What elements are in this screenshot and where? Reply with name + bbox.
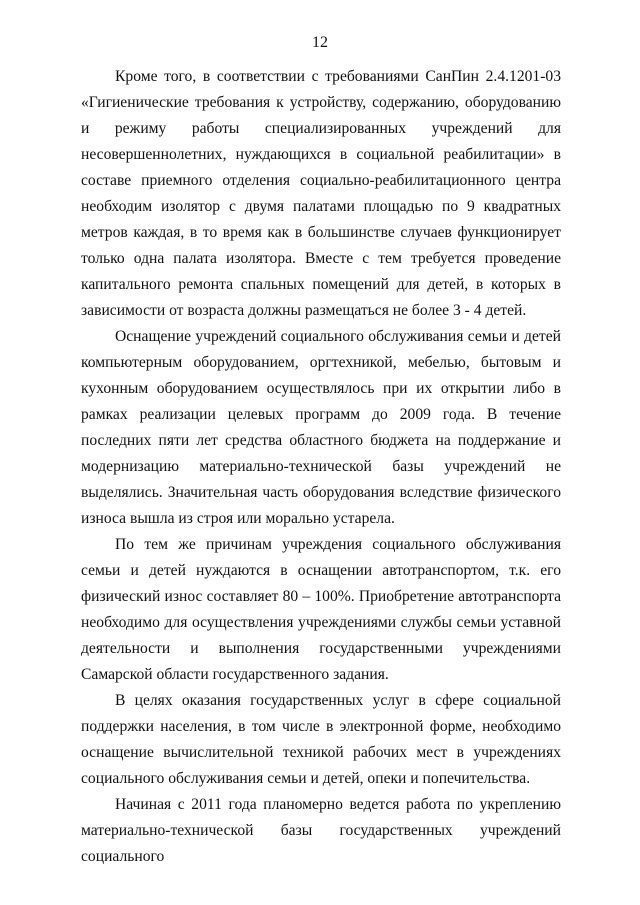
page-number: 12 bbox=[312, 34, 328, 51]
paragraph-equipment: Оснащение учреждений социального обслуживания семьи и детей компьютерным оборудованием, оргтехникой, мебелью, бытовым и кухонным оборудованием осуществлялось при их открытии либо в рамках реализации целевых программ до 2009 года. В течение последних пяти лет средства областного бюджета на поддержание и модернизацию материально-технической базы учреждений не выделялись. Значительная часть оборудования вследствие физического износа вышла из строя или морально устарела. bbox=[81, 328, 561, 527]
paragraph-sanpin-isolator: Кроме того, в соответствии с требованиями СанПин 2.4.1201-03 «Гигиенические требования к устройству, содержанию, оборудованию и режиму работы специализированных учреждений для несовершеннолетних, нуждающихся в социальной реабилитации» в составе приемного отделения социально-реабилитационного центра необходим изолятор с двумя палатами площадью по 9 квадратных метров каждая, в то время как в большинстве случаев функционирует только одна палата изолятора. Вместе с тем требуется проведение капитального ремонта спальных помещений для детей, в которых в зависимости от возраста должны размещаться не более 3 - 4 детей. bbox=[81, 68, 561, 319]
paragraph-since-2011: Начиная с 2011 года планомерно ведется работа по укреплению материально-технической базы государственных учреждений социального bbox=[81, 796, 561, 865]
document-body bbox=[81, 64, 561, 870]
paragraph-computers: В целях оказания государственных услуг в сфере социальной поддержки населения, в том числе в электронной форме, необходимо оснащение вычислительной техникой рабочих мест в учреждениях социального обслуживания семьи и детей, опеки и попечительства. bbox=[81, 692, 561, 787]
paragraph-vehicles: По тем же причинам учреждения социального обслуживания семьи и детей нуждаются в оснащении автотранспортом, т.к. его физический износ составляет 80 – 100%. Приобретение автотранспорта необходимо для осуществления учреждениями службы семьи уставной деятельности и выполнения государственными учреждениями Самарской области государственного задания. bbox=[81, 536, 561, 683]
